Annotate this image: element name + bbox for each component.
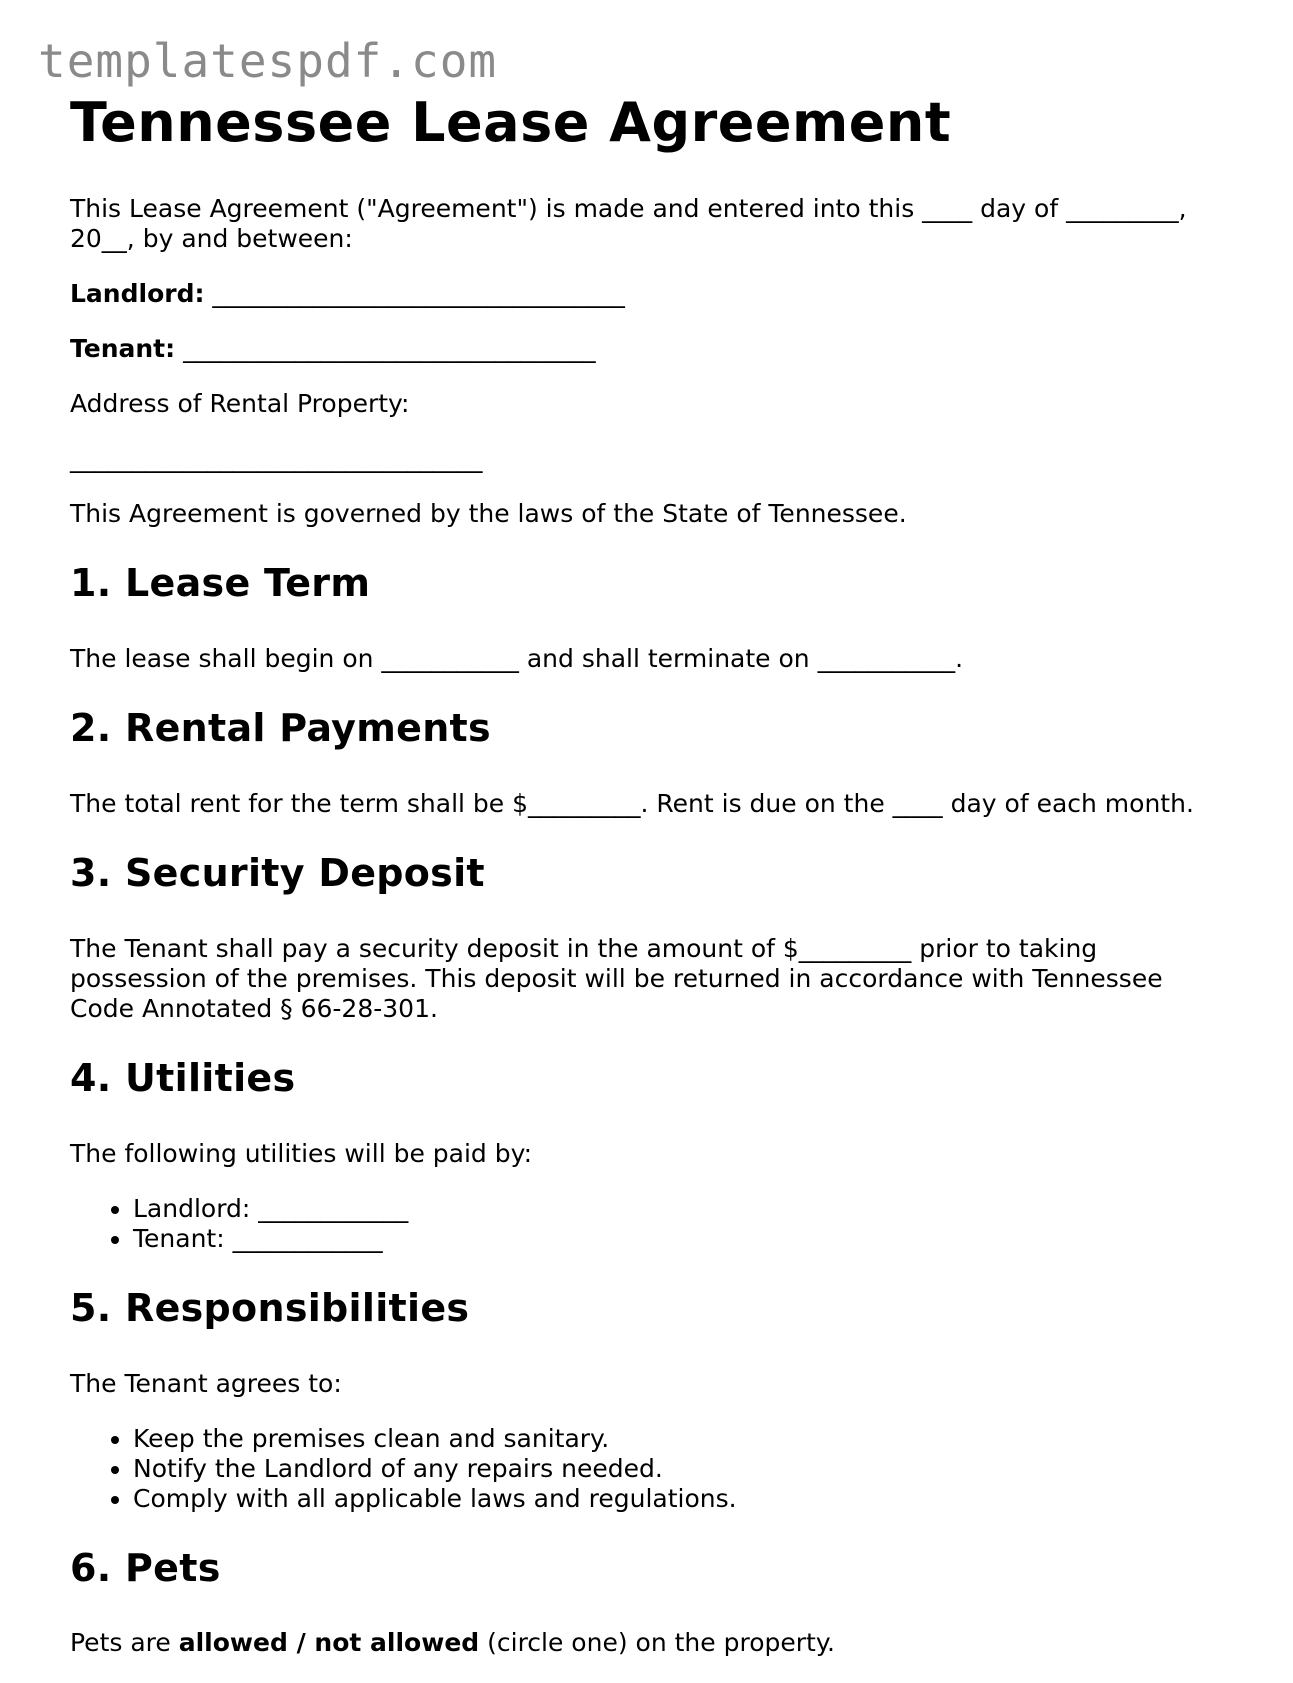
section-body-lease-term: The lease shall begin on ___________ and shall terminate on ___________. [70,643,964,673]
section-heading-utilities: 4. Utilities [70,1055,296,1100]
security-deposit-line-3: Code Annotated § 66-28-301. [70,993,438,1023]
intro-line-1: This Lease Agreement ("Agreement") is made and entered into this ____ day of _________, [70,194,1187,224]
landlord-blank: _________________________________ [212,279,625,309]
pets-allowed-option: allowed [178,1628,288,1658]
list-item: • Notify the Landlord of any repairs needed. [133,1454,1230,1484]
tenant-line [70,334,1230,364]
address-label: Address of Rental Property: [70,389,410,419]
address-blank: _________________________________ [70,444,483,474]
landlord-label: Landlord: [70,279,205,309]
list-item: • Keep the premises clean and sanitary. [133,1424,1230,1454]
pets-slash: / [287,1628,315,1658]
section-heading-lease-term: 1. Lease Term [70,561,371,606]
list-item: • Tenant: ____________ [133,1224,1230,1254]
utilities-list [70,1194,1230,1254]
section-body-utilities: The following utilities will be paid by: [70,1138,533,1168]
watermark: templatespdf.com [38,34,498,88]
section-body-security-deposit [70,934,1230,1024]
pets-not-allowed-option: not allowed [314,1628,480,1658]
section-heading-security-deposit: 3. Security Deposit [70,850,485,895]
section-heading-pets: 6. Pets [70,1545,221,1590]
section-body-rental-payments: The total rent for the term shall be $_________. Rent is due on the ____ day of each month. [70,788,1194,818]
security-deposit-line-1: The Tenant shall pay a security deposit in the amount of $_________ prior to taking [70,933,1098,963]
list-item: • Landlord: ____________ [133,1194,1230,1224]
intro-line-2: 20__, by and between: [70,224,353,254]
list-item: • Comply with all applicable laws and regulations. [133,1484,1230,1514]
section-heading-rental-payments: 2. Rental Payments [70,705,491,750]
tenant-label: Tenant: [70,334,176,364]
document-title: Tennessee Lease Agreement [70,91,952,154]
section-body-responsibilities: The Tenant agrees to: [70,1368,342,1398]
intro-paragraph [70,194,1230,254]
tenant-blank: _________________________________ [183,334,596,364]
responsibilities-list [70,1424,1230,1514]
document-body [70,92,1230,1683]
landlord-line [70,279,1230,309]
section-body-pets [70,1628,1230,1658]
pets-suffix: (circle one) on the property. [479,1628,835,1658]
security-deposit-line-2: possession of the premises. This deposit will be returned in accordance with Tennessee [70,963,1163,993]
pets-prefix: Pets are [70,1628,179,1658]
section-heading-responsibilities: 5. Responsibilities [70,1285,470,1330]
governing-law: This Agreement is governed by the laws of the State of Tennessee. [70,499,907,529]
